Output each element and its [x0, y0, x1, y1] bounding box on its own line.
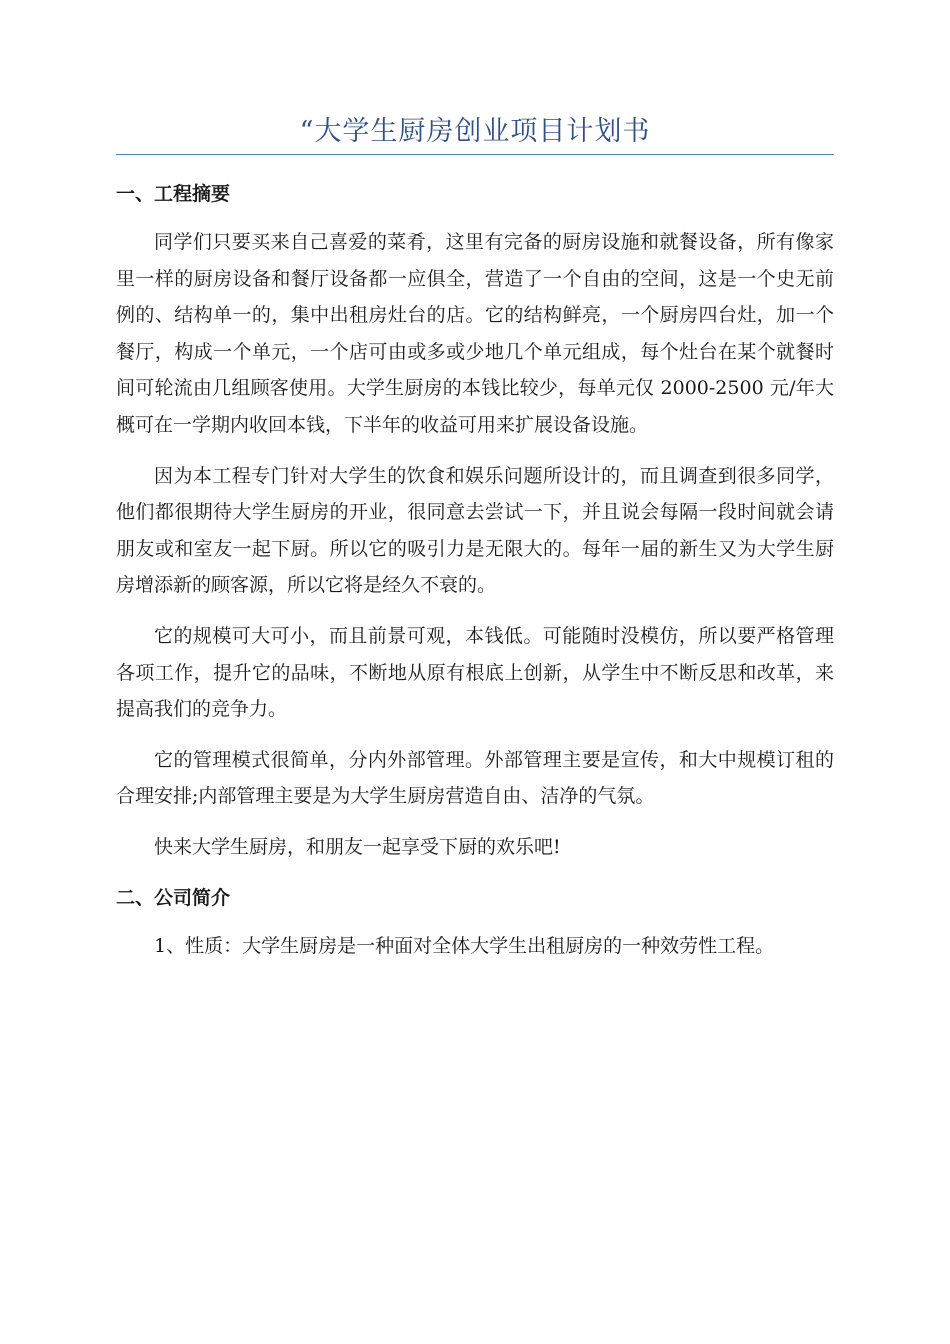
document-body [116, 176, 834, 978]
paragraph: 因为本工程专门针对大学生的饮食和娱乐问题所设计的，而且调查到很多同学，他们都很期待大学生厨房的开业，很同意去尝试一下，并且说会每隔一段时间就会请朋友或和室友一起下厨。所以它的吸引力是无限大的。每年一届的新生又为大学生厨房增添新的顾客源，所以它将是经久不衰的。 [116, 464, 834, 597]
paragraph: 同学们只要买来自己喜爱的菜肴，这里有完备的厨房设施和就餐设备，所有像家里一样的厨房设备和餐厅设备都一应俱全，营造了一个自由的空间，这是一个史无前例的、结构单一的，集中出租房灶台的店。它的结构鲜亮，一个厨房四台灶，加一个餐厅，构成一个单元，一个店可由或多或少地几个单元组成，每个灶台在某个就餐时间可轮流由几组顾客使用。大学生厨房的本钱比较少，每单元仅 2000-2500 元/年大概可在一学期内收回本钱，下半年的收益可用来扩展设备设施。 [116, 231, 834, 436]
paragraph: 它的管理模式很简单，分内外部管理。外部管理主要是宣传，和大中规模订租的合理安排;内部管理主要是为大学生厨房营造自由、洁净的气氛。 [116, 748, 834, 808]
paragraph: 1、性质：大学生厨房是一种面对全体大学生出租厨房的一种效劳性工程。 [154, 934, 775, 957]
section-project-summary [116, 176, 834, 866]
title-underline [116, 154, 834, 155]
section-company-intro [116, 880, 834, 965]
paragraph: 快来大学生厨房，和朋友一起享受下厨的欢乐吧! [154, 835, 561, 858]
section-heading: 二、公司简介 [116, 886, 231, 909]
section-heading: 一、工程摘要 [116, 183, 231, 205]
document-title: “大学生厨房创业项目计划书 [299, 116, 651, 147]
paragraph: 它的规模可大可小，而且前景可观，本钱低。可能随时没模仿，所以要严格管理各项工作，提升它的品味，不断地从原有根底上创新，从学生中不断反思和改革，来提高我们的竞争力。 [116, 624, 834, 721]
